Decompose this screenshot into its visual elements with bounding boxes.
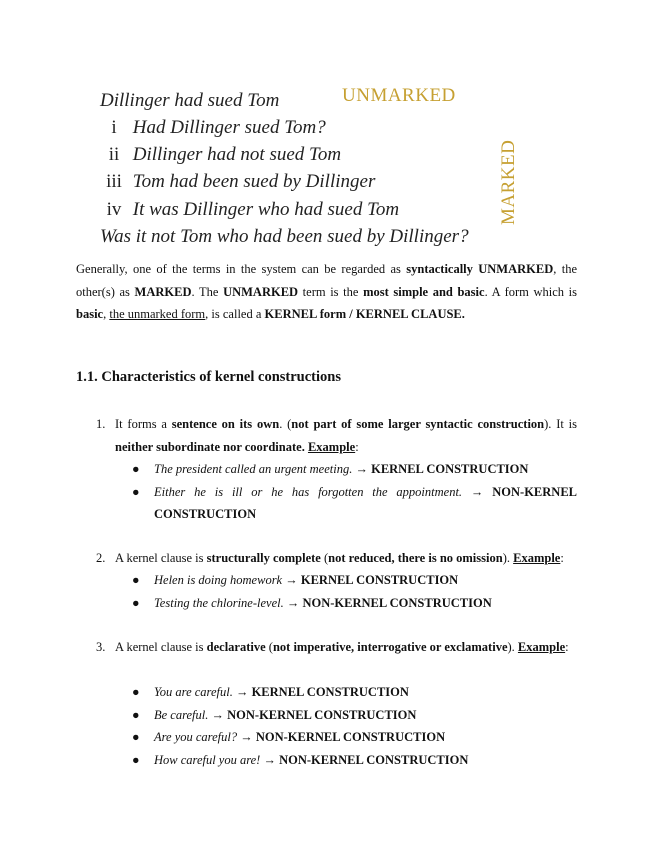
intro-paragraph — [76, 258, 577, 326]
item-text: ( — [265, 640, 273, 654]
intro-bold: syntactically UNMARKED — [406, 262, 554, 276]
example-result: → NON-KERNEL CONSTRUCTION — [283, 595, 492, 610]
figure-line-base — [100, 90, 279, 112]
example-sentence: Either he is ill or he has forgotten the appointment. — [154, 484, 463, 499]
item-bold: not reduced, there is no omission — [328, 551, 503, 565]
item-bold: neither subordinate nor coordinate. — [115, 439, 305, 454]
intro-text: Generally, one of the terms in the system can be regarded as — [76, 262, 407, 276]
bullet-icon: ● — [132, 752, 140, 767]
item-text: ). It is — [544, 417, 577, 431]
figure-line-text: Had Dillinger sued Tom? — [132, 117, 326, 138]
item-text: . ( — [279, 417, 292, 431]
figure-roman: i — [111, 117, 117, 138]
list-number: 1. — [96, 417, 106, 431]
list-item-1 — [76, 413, 577, 458]
example-result: → KERNEL CONSTRUCTION — [232, 685, 409, 699]
example-figure — [96, 82, 556, 252]
list-item-text — [115, 547, 577, 570]
example-sentence: You are careful. — [154, 685, 233, 699]
bullet-icon: ● — [132, 484, 140, 499]
bullet-icon: ● — [132, 685, 140, 699]
item-text: A kernel clause is — [115, 640, 207, 654]
bullet-icon: ● — [132, 707, 140, 722]
marked-tag: MARKED — [498, 139, 519, 225]
list-item-3 — [76, 636, 577, 659]
bullet-list-2 — [131, 569, 577, 614]
intro-text: , the other(s) as — [76, 262, 577, 299]
unmarked-tag: UNMARKED — [342, 85, 456, 106]
figure-line-iv — [100, 199, 399, 221]
intro-bold: UNMARKED — [223, 284, 299, 299]
item-bold: sentence on its own — [171, 417, 280, 431]
example-result: → NON-KERNEL CONSTRUCTION — [237, 730, 446, 744]
intro-bold: basic — [76, 307, 104, 321]
item-bold: declarative — [206, 640, 266, 654]
example-sentence: How careful you are! — [154, 752, 261, 767]
example-result: → KERNEL CONSTRUCTION — [282, 573, 459, 587]
list-item — [131, 481, 577, 526]
figure-line-text: Was it not Tom who had been sued by Dillinger? — [100, 226, 469, 247]
list-item — [131, 681, 577, 704]
example-sentence: Testing the chlorine-level. — [154, 595, 284, 610]
figure-line-text: It was Dillinger who had sued Tom — [132, 199, 400, 220]
figure-line-text: Tom had been sued by Dillinger — [132, 171, 376, 192]
item-text: It forms a — [115, 417, 172, 431]
bullet-icon: ● — [132, 595, 140, 610]
figure-roman: iii — [106, 171, 122, 192]
list-item-text — [115, 636, 577, 659]
intro-bold: most simple and basic — [363, 284, 485, 299]
example-sentence: Be careful. — [154, 707, 209, 722]
figure-line-i — [100, 117, 326, 139]
bullet-list-1 — [131, 458, 577, 526]
intro-underline: the unmarked form — [109, 307, 206, 321]
item-bold: not part of some larger syntactic construction — [291, 417, 545, 431]
example-label: Example — [307, 439, 356, 454]
bullet-list-3 — [131, 681, 577, 771]
figure-roman: iv — [106, 199, 122, 220]
item-text: : — [355, 439, 359, 454]
item-bold: not imperative, interrogative or exclamative — [272, 640, 508, 654]
bullet-icon: ● — [132, 730, 140, 744]
section-heading: 1.1. Characteristics of kernel constructions — [76, 369, 341, 385]
item-bold: structurally complete — [206, 551, 321, 565]
figure-line-ii — [100, 144, 341, 166]
list-item — [131, 749, 577, 772]
list-item — [131, 569, 577, 592]
intro-text: , is called a — [205, 307, 265, 321]
figure-line-text: Dillinger had sued Tom — [100, 90, 280, 111]
item-text: ). — [507, 640, 518, 654]
item-text: ( — [320, 551, 329, 565]
figure-line-iii — [100, 171, 375, 193]
intro-text: . A form which is — [484, 284, 578, 299]
list-item — [131, 726, 577, 749]
intro-text: . The — [191, 284, 224, 299]
example-sentence: Helen is doing homework — [154, 573, 283, 587]
list-item — [131, 704, 577, 727]
example-label: Example — [517, 640, 566, 654]
bullet-icon: ● — [132, 573, 140, 587]
example-sentence: The president called an urgent meeting. — [154, 462, 353, 476]
example-result: → NON-KERNEL CONSTRUCTION — [208, 707, 417, 722]
list-item-2 — [76, 547, 577, 570]
item-text: : — [565, 640, 569, 654]
list-item-text — [115, 413, 577, 458]
item-text: ). — [502, 551, 514, 565]
example-sentence: Are you careful? — [154, 730, 238, 744]
example-result: → KERNEL CONSTRUCTION — [352, 462, 529, 476]
figure-line-text: Dillinger had not sued Tom — [132, 144, 342, 165]
figure-roman: ii — [108, 144, 120, 165]
list-item — [131, 592, 577, 615]
example-result: → NON-KERNEL CONSTRUCTION — [154, 484, 577, 521]
intro-bold: MARKED — [134, 284, 192, 299]
list-item — [131, 458, 577, 481]
example-label: Example — [513, 551, 561, 565]
list-number: 2. — [96, 551, 106, 565]
list-number: 3. — [96, 640, 106, 654]
item-text: A kernel clause is — [115, 551, 207, 565]
bullet-icon: ● — [132, 462, 140, 476]
intro-text: , — [103, 307, 110, 321]
example-result: → NON-KERNEL CONSTRUCTION — [260, 752, 469, 767]
figure-line-last — [100, 226, 469, 248]
intro-text: term is the — [298, 284, 364, 299]
item-text: : — [560, 551, 564, 565]
intro-bold: KERNEL form / KERNEL CLAUSE. — [264, 307, 465, 321]
